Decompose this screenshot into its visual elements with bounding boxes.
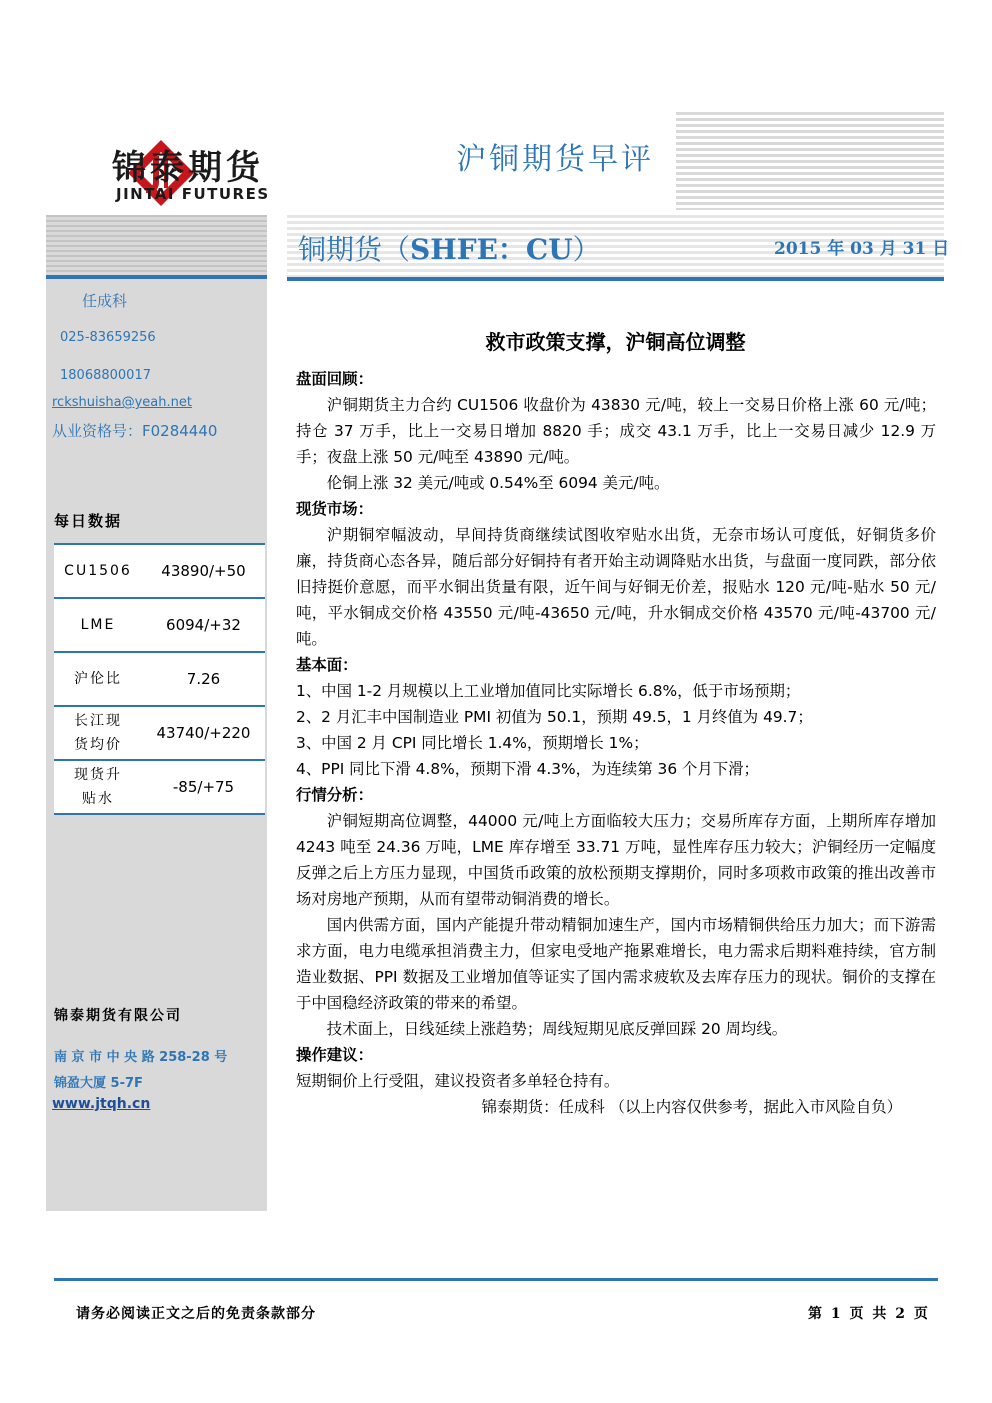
website-link[interactable]: www.jtqh.cn [52, 1096, 151, 1112]
table-cell-value: 7.26 [186, 670, 221, 688]
list-item: 2、2 月汇丰中国制造业 PMI 初值为 50.1，预期 49.5，1 月终值为 49.7； [296, 708, 813, 726]
analyst-name: 任成科 [82, 292, 128, 310]
paragraph: 短期铜价上行受阻，建议投资者多单轻仓持有。 [296, 1072, 620, 1090]
table-row [54, 706, 265, 760]
list-item: 1、中国 1-2 月规模以上工业增加值同比实际增长 6.8%，低于市场预期； [296, 682, 801, 700]
email-link[interactable]: rckshuisha@yeah.net [52, 395, 192, 410]
phone-office: 025-83659256 [60, 330, 156, 345]
table-cell-label [54, 760, 142, 814]
report-date: 2015 年 03 月 31 日 [774, 239, 950, 259]
table-cell-label: CU1506 [64, 563, 132, 579]
product-code: SHFE：CU [410, 233, 573, 266]
sidebar-divider [46, 275, 267, 279]
section-title: 基本面： [296, 656, 358, 674]
section-title: 行情分析： [296, 786, 373, 804]
product-cn: 铜期货（ [298, 233, 411, 266]
paragraph: 国内供需方面，国内产能提升带动精铜加速生产，国内市场精铜供给压力加大；而下游需求方面，电力电缆承担消费主力，但家电受地产拖累难增长，电力需求后期料难持续，官方制造业数据、PPI 数据及工业增加值等证实了国内需求疲软及去库存压力的现状。铜价的支撑在于中国稳经济政策的带来的希望。 [296, 916, 936, 1012]
table-row [54, 544, 265, 598]
product-title [298, 228, 601, 268]
product-band-divider [287, 277, 944, 281]
label-line: 现货升 [74, 767, 122, 783]
list-item: 4、PPI 同比下滑 4.8%，预期下滑 4.3%，为连续第 36 个月下滑； [296, 760, 759, 778]
header-stripes [676, 112, 944, 210]
table-cell-value: 6094/+32 [166, 616, 241, 634]
paragraph: 沪铜短期高位调整，44000 元/吨上方面临较大压力；交易所库存方面，上期所库存增加 4243 吨至 24.36 万吨，LME 库存增至 33.71 万吨，显性库存压力较大；沪铜经历一定幅度反弹之后上方压力显现，中国货币政策的放松预期支撑期价，同时多项救市政策的推出改善市场对房地产预期，从而有望带动铜消费的增长。 [296, 812, 936, 908]
logo-text-cn: 锦泰期货 [112, 148, 264, 188]
list-item: 3、中国 2 月 CPI 同比增长 1.4%，预期增长 1%； [296, 734, 649, 752]
table-row [54, 760, 265, 814]
company-address: 南 京 市 中 央 路 258-28 号 [54, 1050, 228, 1065]
license-number: 从业资格号：F0284440 [52, 422, 218, 440]
label-line: 货均价 [74, 737, 122, 753]
signature: 锦泰期货：任成科 （以上内容仅供参考，据此入市风险自负） [481, 1098, 902, 1116]
page-number: 第 1 页 共 2 页 [808, 1306, 928, 1322]
section-title: 现货市场： [296, 500, 373, 518]
logo-text-en: JINTAI FUTURES [116, 185, 270, 203]
report-title: 沪铜期货早评 [456, 142, 654, 177]
section-title: 盘面回顾： [296, 370, 373, 388]
table-row [54, 652, 265, 706]
section-title: 操作建议： [296, 1046, 373, 1064]
label-line: 长江现 [74, 713, 122, 729]
company-building: 锦盈大厦 5-7F [54, 1076, 143, 1091]
paragraph: 沪期铜窄幅波动，早间持货商继续试图收窄贴水出货，无奈市场认可度低，好铜货多价廉，持货商心态各异，随后部分好铜持有者开始主动调降贴水出货，与盘面一度同跌，部分依旧持挺价意愿，而平水铜出货量有限，近午间与好铜无价差，报贴水 120 元/吨-贴水 50 元/吨，平水铜成交价格 43550 元/吨-43650 元/吨，升水铜成交价格 43570 元/吨-43700 元/吨。 [296, 526, 936, 648]
table-cell-label [54, 706, 142, 760]
table-cell-value: 43890/+50 [161, 562, 246, 580]
phone-mobile: 18068800017 [60, 368, 151, 383]
paragraph: 伦铜上涨 32 美元/吨或 0.54%至 6094 美元/吨。 [326, 474, 670, 492]
table-cell-value: 43740/+220 [156, 724, 251, 742]
headline: 救市政策支撑，沪铜高位调整 [485, 330, 746, 354]
footer-disclaimer: 请务必阅读正文之后的免责条款部分 [76, 1306, 316, 1322]
table-cell-label: 沪伦比 [74, 671, 122, 687]
daily-data-table [54, 543, 265, 815]
table-cell-label: LME [80, 617, 116, 633]
daily-data-title: 每日数据 [54, 512, 123, 530]
label-line: 贴水 [82, 791, 114, 807]
paragraph: 沪铜期货主力合约 CU1506 收盘价为 43830 元/吨，较上一交易日价格上涨 60 元/吨；持仓 37 万手，比上一交易日增加 8820 手；成交 43.1 万手，比上一交易日减少 12.9 万手；夜盘上涨 50 元/吨至 43890 元/吨。 [296, 396, 936, 466]
footer-divider [54, 1278, 938, 1281]
paragraph: 技术面上，日线延续上涨趋势；周线短期见底反弹回踩 20 周均线。 [326, 1020, 788, 1038]
company-name: 锦泰期货有限公司 [54, 1008, 182, 1024]
report-body [296, 366, 936, 1120]
table-row [54, 598, 265, 652]
sidebar-stripes [46, 215, 267, 273]
product-close: ） [572, 233, 601, 266]
table-cell-value: -85/+75 [172, 778, 235, 796]
